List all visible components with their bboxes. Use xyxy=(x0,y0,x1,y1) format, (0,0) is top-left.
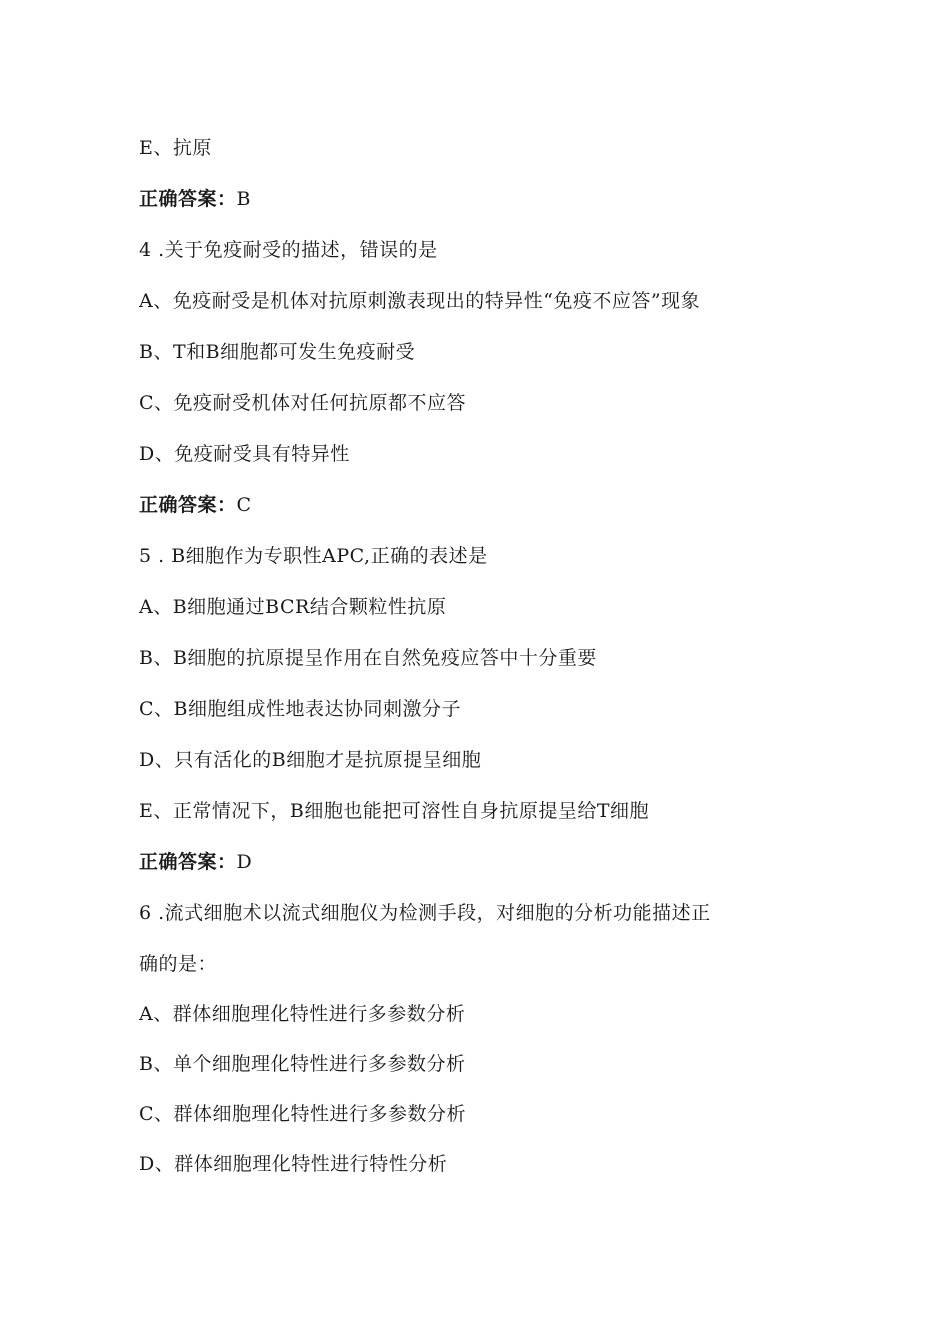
option-e-q3: E、抗原 xyxy=(139,137,212,159)
answer-value: C xyxy=(236,494,252,516)
option-d-q5: D、只有活化的B细胞才是抗原提呈细胞 xyxy=(139,749,482,771)
answer-q5 xyxy=(139,850,252,874)
question-6: 6 .流式细胞术以流式细胞仪为检测手段，对细胞的分析功能描述正 xyxy=(139,902,711,924)
answer-label: 正确答案： xyxy=(139,494,237,516)
answer-value: B xyxy=(236,188,251,210)
answer-label: 正确答案： xyxy=(139,188,237,210)
option-c-q4: C、免疫耐受机体对任何抗原都不应答 xyxy=(139,392,467,414)
option-d-q6: D、群体细胞理化特性进行特性分析 xyxy=(139,1153,448,1175)
option-a-q4: A、免疫耐受是机体对抗原刺激表现出的特异性“免疫不应答”现象 xyxy=(139,290,701,312)
question-6-continuation: 确的是： xyxy=(139,953,218,975)
question-4: 4 .关于免疫耐受的描述，错误的是 xyxy=(139,239,438,261)
option-b-q5: B、B细胞的抗原提呈作用在自然免疫应答中十分重要 xyxy=(139,647,597,669)
answer-q4 xyxy=(139,493,252,517)
option-b-q6: B、单个细胞理化特性进行多参数分析 xyxy=(139,1053,466,1075)
option-e-q5: E、正常情况下，B细胞也能把可溶性自身抗原提呈给T细胞 xyxy=(139,800,650,822)
answer-label: 正确答案： xyxy=(139,851,237,873)
answer-value: D xyxy=(236,851,253,873)
question-5: 5 . B细胞作为专职性APC,正确的表述是 xyxy=(139,545,488,567)
option-c-q5: C、B细胞组成性地表达协同刺激分子 xyxy=(139,698,462,720)
option-c-q6: C、群体细胞理化特性进行多参数分析 xyxy=(139,1103,467,1125)
answer-q3 xyxy=(139,187,251,211)
option-a-q6: A、群体细胞理化特性进行多参数分析 xyxy=(139,1003,466,1025)
option-b-q4: B、T和B细胞都可发生免疫耐受 xyxy=(139,341,416,363)
option-d-q4: D、免疫耐受具有特异性 xyxy=(139,443,350,465)
option-a-q5: A、B细胞通过BCR结合颗粒性抗原 xyxy=(139,596,447,618)
